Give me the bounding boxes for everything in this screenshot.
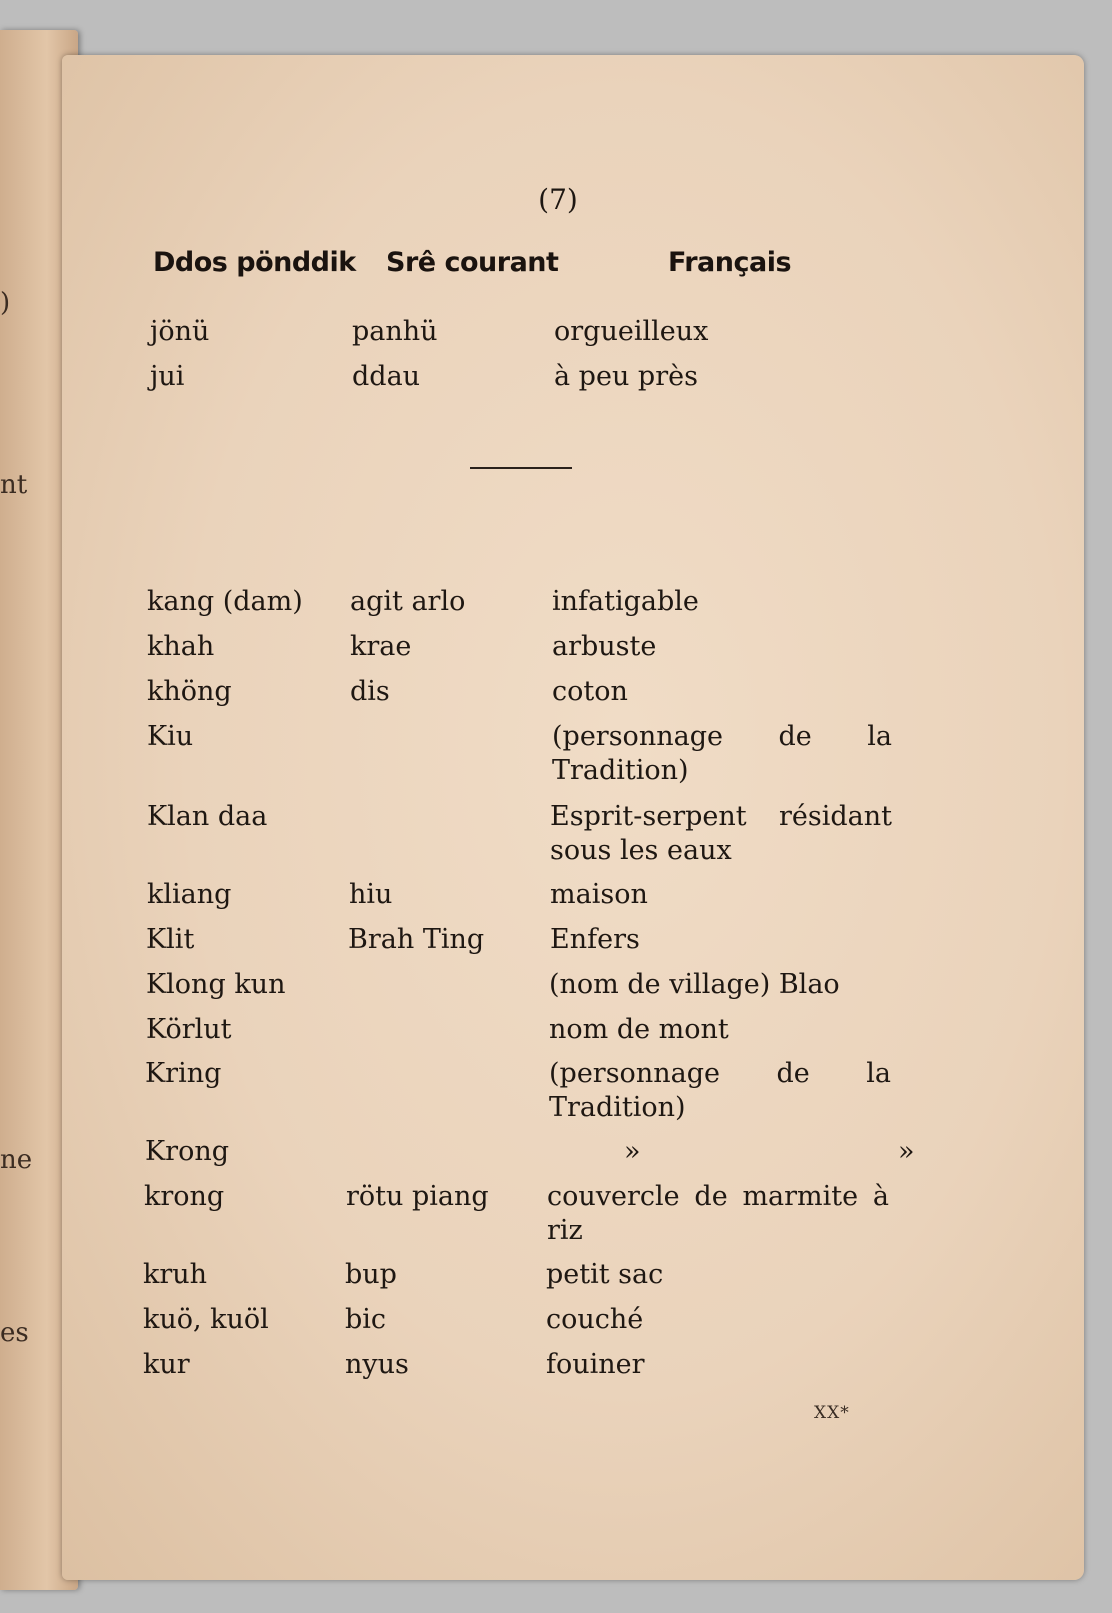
entry-francais bbox=[552, 720, 892, 788]
left-margin-fragment: nt bbox=[0, 470, 28, 500]
book-page bbox=[62, 55, 1084, 1580]
page-number: (7) bbox=[538, 183, 578, 216]
header-francais: Français bbox=[668, 247, 792, 278]
entry-ddos: Kring bbox=[145, 1058, 222, 1089]
entry-sre: nyus bbox=[345, 1349, 409, 1380]
entry-ddos: kliang bbox=[147, 879, 232, 910]
entry-ddos: khöng bbox=[147, 676, 232, 707]
entry-francais: nom de mont bbox=[549, 1014, 729, 1045]
entry-francais bbox=[549, 1057, 891, 1125]
entry-francais: arbuste bbox=[552, 631, 657, 662]
entry-francais: infatigable bbox=[552, 586, 699, 617]
header-ddos-ponddik: Ddos pönddik bbox=[153, 247, 356, 278]
entry-francais: coton bbox=[552, 676, 628, 707]
entry-sre: ddau bbox=[352, 361, 421, 392]
entry-francais: couché bbox=[546, 1304, 644, 1335]
entry-ddos: krong bbox=[144, 1181, 225, 1212]
entry-ddos: kruh bbox=[143, 1259, 208, 1290]
entry-ddos: kang (dam) bbox=[147, 586, 303, 617]
entry-francais: orgueilleux bbox=[554, 316, 709, 347]
entry-francais-text: (personnage de la Tradition) bbox=[552, 721, 892, 786]
entry-francais-text: (personnage de la Tradition) bbox=[549, 1058, 891, 1123]
entry-ddos: kur bbox=[143, 1349, 190, 1380]
entry-ddos: jönü bbox=[150, 316, 210, 347]
entry-sre: rötu piang bbox=[346, 1181, 489, 1212]
entry-ddos: Klan daa bbox=[147, 801, 268, 832]
entry-francais: fouiner bbox=[546, 1349, 645, 1380]
entry-francais bbox=[547, 1180, 889, 1248]
entry-ddos: Kiu bbox=[147, 721, 194, 752]
left-margin-fragment: ) bbox=[0, 288, 11, 318]
entry-ddos: Klong kun bbox=[146, 969, 286, 1000]
entry-francais-ditto: » » bbox=[624, 1136, 915, 1167]
entry-sre: bup bbox=[345, 1259, 397, 1290]
section-divider bbox=[470, 467, 572, 469]
entry-ddos: jui bbox=[150, 361, 185, 392]
entry-ddos: Körlut bbox=[146, 1014, 232, 1045]
entry-francais: maison bbox=[550, 879, 648, 910]
entry-francais bbox=[550, 800, 892, 868]
entry-ddos: Krong bbox=[145, 1136, 230, 1167]
entry-sre: panhü bbox=[352, 316, 438, 347]
entry-sre: krae bbox=[350, 631, 412, 662]
entry-ddos: khah bbox=[147, 631, 215, 662]
entry-francais: (nom de village) Blao bbox=[549, 969, 840, 1000]
entry-sre: hiu bbox=[349, 879, 393, 910]
entry-francais-text: Esprit-serpent résidant sous les eaux bbox=[550, 801, 892, 866]
entry-francais-text: couvercle de marmite à riz bbox=[547, 1181, 889, 1246]
entry-sre: bic bbox=[345, 1304, 387, 1335]
entry-francais: Enfers bbox=[550, 924, 640, 955]
left-margin-fragment: ne bbox=[0, 1145, 33, 1175]
entry-sre: Brah Ting bbox=[348, 924, 485, 955]
entry-francais: petit sac bbox=[546, 1259, 664, 1290]
entry-sre: agit arlo bbox=[350, 586, 466, 617]
entry-francais: à peu près bbox=[554, 361, 698, 392]
entry-sre: dis bbox=[350, 676, 390, 707]
entry-ddos: Klit bbox=[146, 924, 195, 955]
signature-mark: XX* bbox=[814, 1403, 850, 1423]
left-margin-fragment: es bbox=[0, 1318, 29, 1348]
entry-ddos: kuö, kuöl bbox=[143, 1304, 269, 1335]
header-sre-courant: Srê courant bbox=[386, 247, 559, 278]
